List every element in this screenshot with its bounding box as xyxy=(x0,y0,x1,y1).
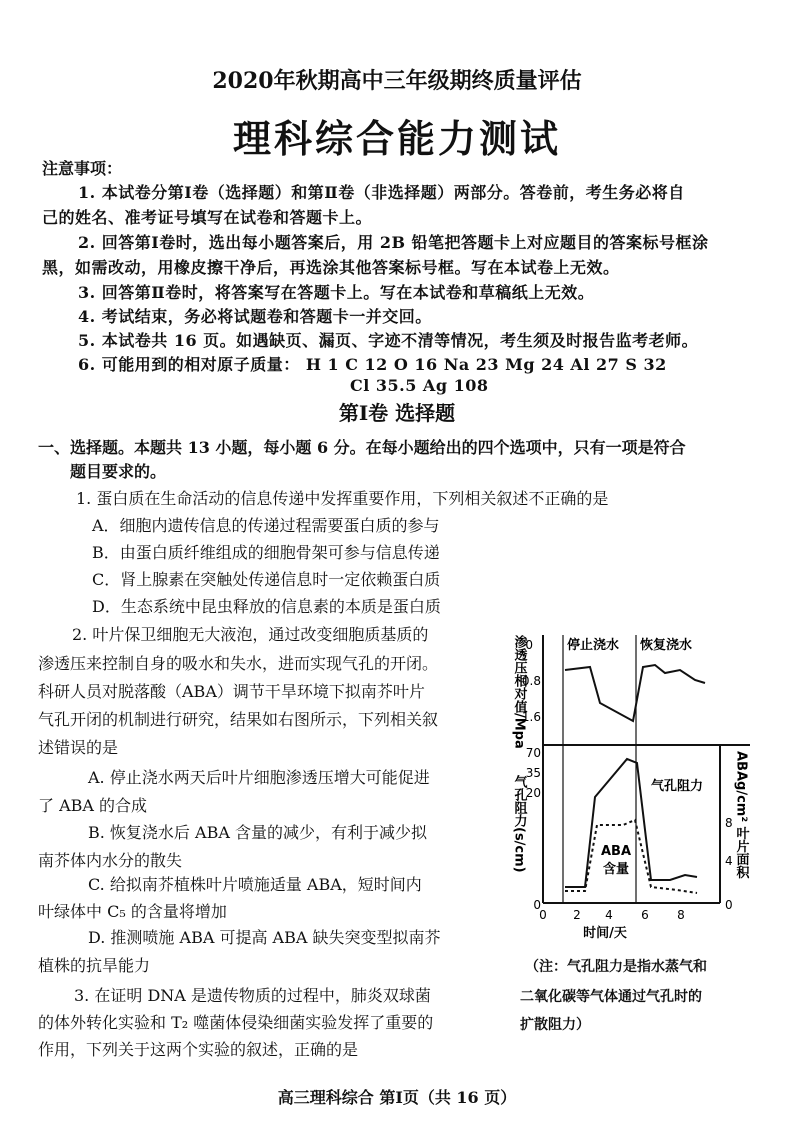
question-2-option: B. 恢复浇水后 ABA 含量的减少，有利于减少拟 xyxy=(88,823,427,842)
bottom-ylabel: 气孔阻力(s/cm) xyxy=(511,775,527,873)
x-label: 时间/天 xyxy=(583,926,627,941)
question-2-option: 叶绿体中 C₅ 的含量将增加 xyxy=(38,902,227,921)
x-tick: 2 xyxy=(573,908,581,922)
aba-stomata-figure xyxy=(505,625,755,945)
notice-line: 2. 回答第Ⅰ卷时，选出每小题答案后，用 2B 铅笔把答题卡上对应题目的答案标号框涂 xyxy=(78,233,709,252)
x-tick: 8 xyxy=(677,908,685,922)
question-3-stem: 作用，下列关于这两个实验的叙述，正确的是 xyxy=(38,1040,359,1059)
section-title: 第Ⅰ卷 选择题 xyxy=(338,401,456,425)
bottom-tick: 0 xyxy=(533,898,541,912)
notice-line: 黑，如需改动，用橡皮擦干净后，再选涂其他答案标号框。写在本试卷上无效。 xyxy=(42,258,620,277)
top-ylabel: 渗透压相对值/Mpa xyxy=(511,635,527,749)
question-1-option: A．细胞内遗传信息的传递过程需要蛋白质的参与 xyxy=(92,516,440,535)
question-2-option: A. 停止浇水两天后叶片细胞渗透压增大可能促进 xyxy=(88,768,430,787)
x-tick: 0 xyxy=(539,908,547,922)
exam-subtitle: 2020年秋期高中三年级期终质量评估 xyxy=(212,68,582,94)
notice-line: 己的姓名、准考证号填写在试卷和答题卡上。 xyxy=(42,208,373,227)
question-2-stem: 气孔开闭的机制进行研究，结果如右图所示，下列相关叙 xyxy=(38,710,439,729)
top-tick: 1.6 xyxy=(521,710,541,724)
osmotic-pressure-line xyxy=(565,665,705,721)
figure-note: 二氧化碳等气体通过气孔时的 xyxy=(520,989,702,1005)
question-1-option: B．由蛋白质纤维组成的细胞骨架可参与信息传递 xyxy=(92,543,440,562)
top-tick: 0.8 xyxy=(521,674,541,688)
question-3-stem: 的体外转化实验和 T₂ 噬菌体侵染细菌实验发挥了重要的 xyxy=(38,1013,434,1032)
question-3-stem: 3. 在证明 DNA 是遗传物质的过程中，肺炎双球菌 xyxy=(74,986,431,1005)
notice-line: 5. 本试卷共 16 页。如遇缺页、漏页、字迹不清等情况，考生须及时报告监考老师。 xyxy=(78,331,699,350)
question-2-stem: 科研人员对脱落酸（ABA）调节干旱环境下拟南芥叶片 xyxy=(38,682,425,701)
x-tick: 6 xyxy=(641,908,649,922)
right-ylabel: ABAg/cm² 叶片面积 xyxy=(733,751,749,879)
notice-heading: 注意事项： xyxy=(42,159,123,178)
question-2-option: C. 给拟南芥植株叶片喷施适量 ABA，短时间内 xyxy=(88,875,422,894)
question-1-option: D．生态系统中昆虫释放的信息素的本质是蛋白质 xyxy=(92,597,441,616)
question-2-option: 了 ABA 的合成 xyxy=(38,796,148,815)
question-2-option: D. 推测喷施 ABA 可提高 ABA 缺失突变型拟南芥 xyxy=(88,928,441,947)
exam-title: 理科综合能力测试 xyxy=(232,116,561,161)
aba-label: 含量 xyxy=(603,862,630,877)
notice-line: 6. 可能用到的相对原子质量： H 1 C 12 O 16 Na 23 Mg 24 Al 27 S 32 xyxy=(78,355,667,374)
phase-resume-label: 恢复浇水 xyxy=(640,638,693,653)
question-2-option: 植株的抗旱能力 xyxy=(38,956,151,975)
phase-stop-label: 停止浇水 xyxy=(567,638,620,653)
question-2-stem: 2. 叶片保卫细胞无大液泡，通过改变细胞质基质的 xyxy=(72,625,429,644)
right-tick: 0 xyxy=(725,898,733,912)
bottom-tick: 70 xyxy=(525,746,541,760)
figure-note: 扩散阻力） xyxy=(520,1017,590,1033)
question-2-stem: 述错误的是 xyxy=(38,738,119,757)
right-tick: 4 xyxy=(725,854,733,868)
aba-label: ABA xyxy=(601,844,632,859)
bottom-tick: 35 xyxy=(525,766,541,780)
notice-line: 1. 本试卷分第Ⅰ卷（选择题）和第Ⅱ卷（非选择题）两部分。答卷前，考生务必将自 xyxy=(78,183,685,202)
section-instruction: 一、选择题。本题共 13 小题，每小题 6 分。在每小题给出的四个选项中，只有一项是符合 xyxy=(38,438,686,457)
question-2-stem: 渗透压来控制自身的吸水和失水，进而实现气孔的开闭。 xyxy=(38,654,439,673)
notice-line: 3. 回答第Ⅱ卷时，将答案写在答题卡上。写在本试卷和草稿纸上无效。 xyxy=(78,283,595,302)
notice-line: 4. 考试结束，务必将试题卷和答题卡一并交回。 xyxy=(78,307,432,326)
notice-line: Cl 35.5 Ag 108 xyxy=(350,376,489,395)
figure-note: （注：气孔阻力是指水蒸气和 xyxy=(525,959,707,975)
resistance-label: 气孔阻力 xyxy=(651,779,704,794)
page-footer: 高三理科综合 第Ⅰ页（共 16 页） xyxy=(277,1088,517,1107)
right-tick: 8 xyxy=(725,816,733,830)
question-2-option: 南芥体内水分的散失 xyxy=(38,851,183,870)
question-1-stem: 1. 蛋白质在生命活动的信息传递中发挥重要作用，下列相关叙述不正确的是 xyxy=(76,489,609,508)
question-1-option: C．肾上腺素在突触处传递信息时一定依赖蛋白质 xyxy=(92,570,441,589)
section-instruction: 题目要求的。 xyxy=(70,462,167,481)
top-tick: 0 xyxy=(525,638,533,652)
x-tick: 4 xyxy=(605,908,613,922)
bottom-tick: 20 xyxy=(525,786,541,800)
